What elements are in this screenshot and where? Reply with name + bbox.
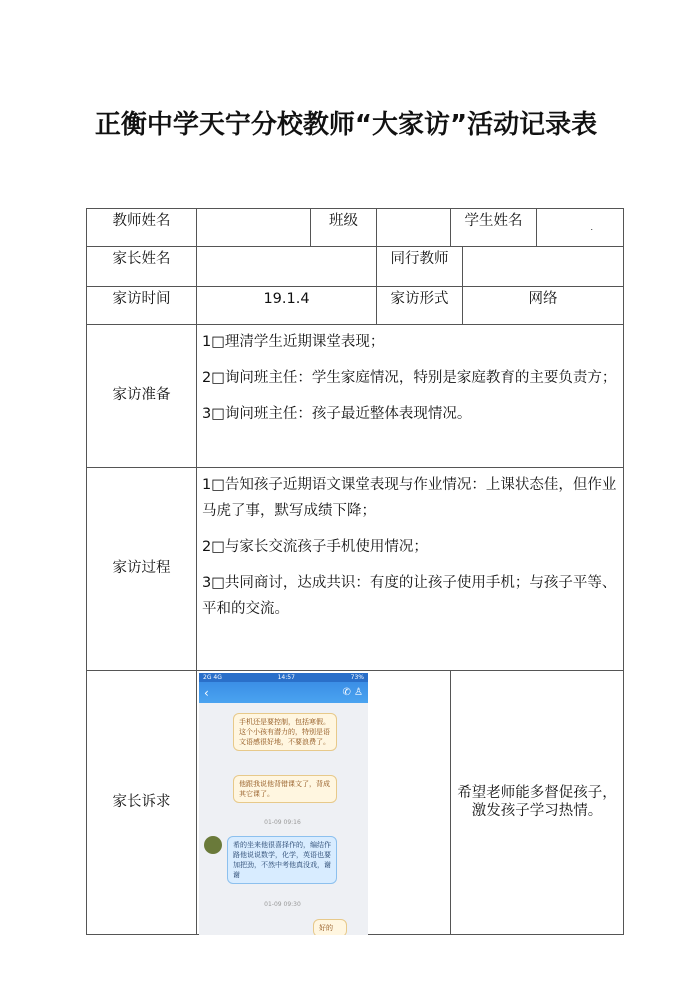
preparation-content bbox=[197, 325, 624, 468]
process-label: 家访过程 bbox=[87, 468, 197, 671]
back-icon[interactable]: ‹ bbox=[204, 685, 209, 700]
chat-timestamp: 01-09 09:16 bbox=[264, 819, 301, 826]
preparation-item: 2□询问班主任：学生家庭情况，特别是家庭教育的主要负责方； bbox=[202, 370, 617, 386]
preparation-item: 3□询问班主任：孩子最近整体表现情况。 bbox=[202, 406, 472, 422]
student-name-field[interactable] bbox=[537, 209, 624, 247]
teacher-name-field[interactable] bbox=[197, 209, 311, 247]
preparation-item: 1□理清学生近期课堂表现； bbox=[202, 334, 385, 350]
visit-time-value: 19.1.4 bbox=[197, 287, 377, 325]
teacher-name-label: 教师姓名 bbox=[87, 209, 197, 247]
student-name-value: . bbox=[590, 223, 593, 232]
process-item: 2□与家长交流孩子手机使用情况； bbox=[202, 539, 428, 555]
battery-text: 73% bbox=[350, 674, 364, 681]
clock-text: 14:57 bbox=[277, 674, 295, 681]
student-name-label: 学生姓名 bbox=[451, 209, 537, 247]
visit-form-label: 家访形式 bbox=[377, 287, 463, 325]
preparation-label: 家访准备 bbox=[87, 325, 197, 468]
parent-name-field[interactable] bbox=[197, 247, 377, 287]
phone-status-bar bbox=[199, 673, 368, 682]
process-item: 3□共同商讨，达成共识：有度的让孩子使用手机；与孩子平等、平和的交流。 bbox=[202, 575, 617, 617]
accompany-teacher-label: 同行教师 bbox=[377, 247, 463, 287]
call-profile-icons[interactable]: ✆ ♙ bbox=[342, 687, 363, 698]
visit-time-label: 家访时间 bbox=[87, 287, 197, 325]
class-label: 班级 bbox=[311, 209, 377, 247]
class-field[interactable] bbox=[377, 209, 451, 247]
chat-timestamp: 01-09 09:30 bbox=[264, 901, 301, 908]
chat-message: 好的 bbox=[313, 919, 347, 935]
visit-form-value: 网络 bbox=[463, 287, 624, 325]
page-title: 正衡中学天宁分校教师“大家访”活动记录表 bbox=[94, 110, 598, 140]
chat-navbar bbox=[199, 682, 368, 703]
process-item: 1□告知孩子近期语文课堂表现与作业情况：上课状态佳，但作业马虎了事，默写成绩下降； bbox=[202, 477, 617, 519]
chat-message: 他跟我说他背错课文了，背成其它课了。 bbox=[233, 775, 337, 803]
chat-screenshot bbox=[199, 673, 368, 935]
process-content bbox=[197, 468, 624, 671]
signal-text: 2G 4G bbox=[203, 674, 222, 681]
chat-message: 手机还是要控制，包括寒假。这个小孩有潜力的，特别是语文语感很好地，不要浪费了。 bbox=[233, 713, 337, 751]
accompany-teacher-field[interactable] bbox=[463, 247, 624, 287]
parent-name-label: 家长姓名 bbox=[87, 247, 197, 287]
chat-message: 希的坐来他很喜择作的，编结作路他说说数学，化学，英语也要加把劲，不然中考他真没戏，谢谢 bbox=[227, 836, 337, 884]
avatar bbox=[204, 836, 222, 854]
parent-request-feedback: 希望老师能多督促孩子，激发孩子学习热情。 bbox=[451, 671, 624, 935]
parent-request-label: 家长诉求 bbox=[87, 671, 197, 935]
